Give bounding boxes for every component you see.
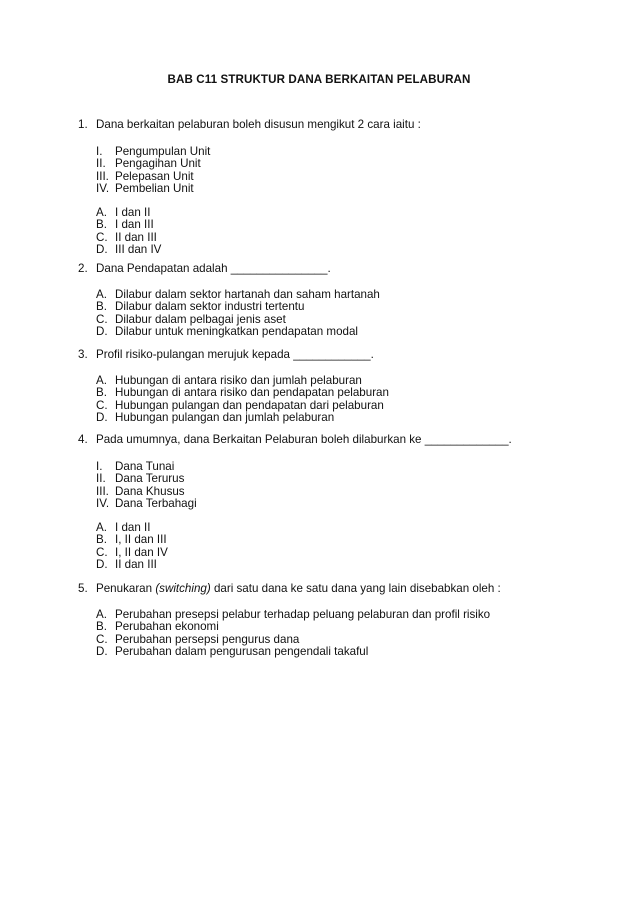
question-text-italic: (switching)	[155, 582, 211, 595]
option-item	[78, 300, 578, 312]
question-3	[78, 348, 578, 423]
statement-text: Pengagihan Unit	[115, 157, 201, 171]
option-text: I dan III	[115, 218, 154, 232]
statement-text: Pengumpulan Unit	[115, 145, 211, 158]
question-text-after: dari satu dana ke satu dana yang lain disebabkan oleh :	[210, 582, 501, 595]
option-item	[78, 313, 578, 325]
question-text: Dana Pendapatan adalah _______________.	[96, 262, 331, 275]
option-mark: B.	[96, 386, 107, 400]
option-item	[78, 231, 578, 243]
statement-item	[78, 170, 578, 182]
option-text: II dan III	[115, 230, 157, 244]
option-item	[78, 608, 578, 620]
option-text: I dan II	[115, 206, 151, 220]
question-stem	[78, 582, 578, 595]
option-text: Dilabur untuk meningkatkan pendapatan modal	[115, 324, 358, 338]
question-1	[78, 118, 578, 255]
statement-item	[78, 182, 578, 194]
option-mark: B.	[96, 300, 107, 314]
statement-text: Dana Khusus	[115, 484, 185, 498]
option-text: Dilabur dalam sektor hartanah dan saham hartanah	[115, 288, 380, 301]
option-text: II dan III	[115, 558, 157, 572]
statement-text: Dana Terurus	[115, 472, 185, 486]
question-text: Profil risiko-pulangan merujuk kepada ____________.	[96, 348, 374, 361]
question-number: 2.	[78, 262, 88, 275]
option-text: I, II dan IV	[115, 545, 168, 559]
option-text: Perubahan presepsi pelabur terhadap peluang pelaburan dan profil risiko	[115, 608, 491, 621]
option-list	[78, 521, 578, 570]
question-stem	[78, 433, 578, 446]
option-item	[78, 645, 578, 657]
option-mark: C.	[96, 632, 108, 646]
option-item	[78, 218, 578, 230]
question-4	[78, 433, 578, 570]
question-2	[78, 262, 578, 337]
option-list	[78, 288, 578, 337]
statement-text: Dana Tunai	[115, 460, 175, 473]
question-number: 1.	[78, 118, 88, 131]
statement-mark: II.	[96, 472, 106, 486]
option-item	[78, 533, 578, 545]
option-list	[78, 374, 578, 423]
question-5	[78, 582, 578, 657]
question-number: 4.	[78, 433, 88, 446]
option-item	[78, 288, 578, 300]
option-text: Hubungan pulangan dan pendapatan dari pelaburan	[115, 398, 384, 412]
statement-item	[78, 497, 578, 509]
question-stem	[78, 262, 578, 275]
statement-list	[78, 460, 578, 509]
option-item	[78, 620, 578, 632]
option-list	[78, 206, 578, 255]
option-item	[78, 411, 578, 423]
option-text: I dan II	[115, 521, 151, 535]
option-mark: D.	[96, 243, 108, 257]
statement-item	[78, 145, 578, 157]
option-text: III dan IV	[115, 243, 162, 257]
question-text-before: Penukaran	[96, 582, 156, 595]
option-text: Dilabur dalam pelbagai jenis aset	[115, 312, 286, 326]
statement-item	[78, 485, 578, 497]
option-mark: A.	[96, 521, 107, 535]
option-item	[78, 325, 578, 337]
statement-text: Pelepasan Unit	[115, 169, 194, 183]
question-number: 5.	[78, 582, 88, 595]
option-item	[78, 206, 578, 218]
option-item	[78, 546, 578, 558]
document-title: BAB C11 STRUKTUR DANA BERKAITAN PELABURAN	[167, 73, 471, 86]
question-stem	[78, 118, 578, 131]
option-mark: C.	[96, 312, 108, 326]
statement-item	[78, 460, 578, 472]
statement-item	[78, 472, 578, 484]
option-mark: D.	[96, 324, 108, 338]
option-mark: A.	[96, 374, 107, 387]
question-number: 3.	[78, 348, 88, 361]
option-mark: B.	[96, 218, 107, 232]
option-list	[78, 608, 578, 657]
option-text: Perubahan dalam pengurusan pengendali takaful	[115, 644, 369, 658]
statement-mark: IV.	[96, 181, 110, 195]
option-item	[78, 374, 578, 386]
option-mark: C.	[96, 398, 108, 412]
statement-mark: I.	[96, 145, 103, 158]
option-mark: C.	[96, 545, 108, 559]
option-mark: A.	[96, 206, 107, 220]
option-mark: B.	[96, 533, 107, 547]
statement-mark: III.	[96, 484, 109, 498]
option-mark: D.	[96, 644, 108, 658]
statement-mark: III.	[96, 169, 109, 183]
option-mark: D.	[96, 558, 108, 572]
statement-text: Pembelian Unit	[115, 181, 194, 195]
option-mark: B.	[96, 620, 107, 634]
option-text: Perubahan persepsi pengurus dana	[115, 632, 300, 646]
question-text: Dana berkaitan pelaburan boleh disusun mengikut 2 cara iaitu :	[96, 118, 421, 131]
option-mark: A.	[96, 288, 107, 301]
question-text: Pada umumnya, dana Berkaitan Pelaburan boleh dilaburkan ke _____________.	[96, 433, 512, 446]
option-mark: A.	[96, 608, 107, 621]
option-item	[78, 386, 578, 398]
statement-mark: IV.	[96, 496, 110, 510]
option-item	[78, 399, 578, 411]
option-mark: C.	[96, 230, 108, 244]
question-text	[96, 582, 501, 595]
question-stem	[78, 348, 578, 361]
statement-item	[78, 157, 578, 169]
option-text: I, II dan III	[115, 533, 167, 547]
option-item	[78, 243, 578, 255]
option-item	[78, 633, 578, 645]
statement-mark: I.	[96, 460, 103, 473]
option-text: Perubahan ekonomi	[115, 620, 219, 634]
statement-text: Dana Terbahagi	[115, 496, 197, 510]
option-item	[78, 558, 578, 570]
option-text: Dilabur dalam sektor industri tertentu	[115, 300, 305, 314]
option-text: Hubungan di antara risiko dan jumlah pelaburan	[115, 374, 362, 387]
statement-mark: II.	[96, 157, 106, 171]
option-item	[78, 521, 578, 533]
option-text: Hubungan pulangan dan jumlah pelaburan	[115, 410, 335, 424]
option-text: Hubungan di antara risiko dan pendapatan pelaburan	[115, 386, 389, 400]
option-mark: D.	[96, 410, 108, 424]
statement-list	[78, 145, 578, 194]
